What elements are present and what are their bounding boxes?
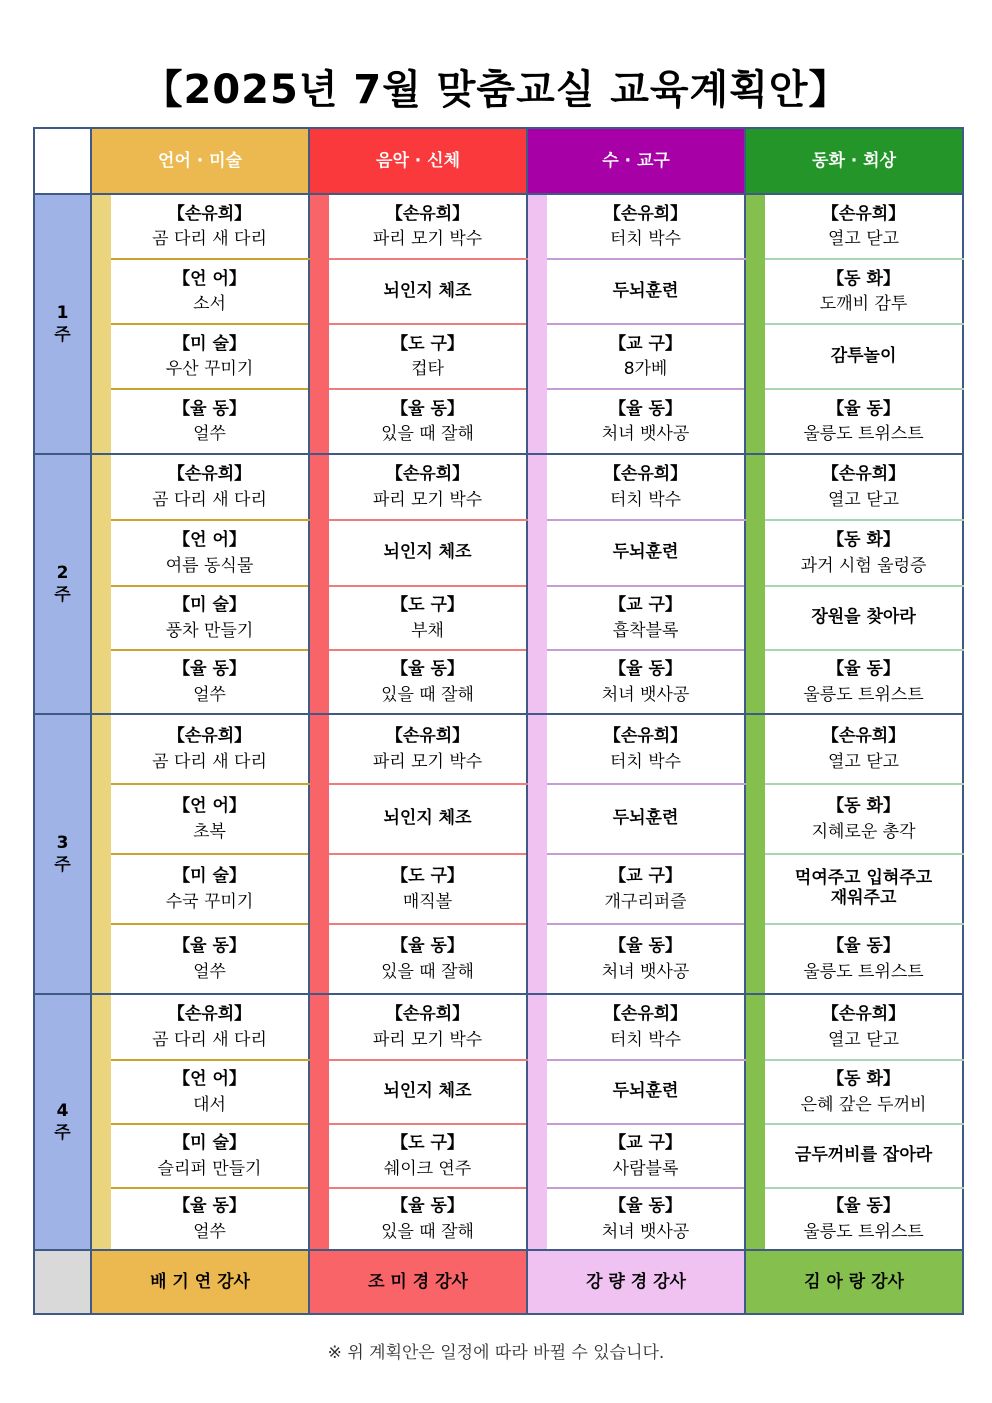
activity-cell-language-art <box>111 784 309 854</box>
activity-category: 【교 구】 <box>609 866 682 887</box>
activity-category: 【율 동】 <box>609 936 682 957</box>
activity-cell-math-tools <box>547 194 745 259</box>
activity-cell-music-body <box>329 714 527 784</box>
activity-category: 【미 술】 <box>173 595 246 616</box>
color-strip <box>745 194 765 454</box>
activity-category: 【동 화】 <box>827 1069 900 1090</box>
activity-category: 【교 구】 <box>609 595 682 616</box>
week-label: 1 주 <box>34 194 91 454</box>
footer-corner <box>34 1250 91 1314</box>
activity-name: 뇌인지 체조 <box>383 808 472 829</box>
plan-row <box>34 520 963 586</box>
activity-name: 두뇌훈련 <box>612 280 679 301</box>
activity-category: 【손유희】 <box>167 1004 252 1025</box>
plan-row <box>34 324 963 389</box>
activity-name: 파리 모기 박수 <box>372 1029 483 1050</box>
activity-cell-language-art <box>111 994 309 1060</box>
activity-name: 있을 때 잘해 <box>381 1221 474 1242</box>
activity-name: 열고 닫고 <box>827 489 900 510</box>
activity-name: 두뇌훈련 <box>612 808 679 829</box>
color-strip <box>309 714 329 994</box>
color-strip <box>527 454 547 714</box>
activity-category: 【미 술】 <box>173 1133 246 1154</box>
activity-category: 【손유희】 <box>603 726 688 747</box>
activity-name: 장원을 찾아라 <box>811 607 916 628</box>
activity-name: 풍차 만들기 <box>165 620 254 641</box>
activity-name: 곰 다리 새 다리 <box>152 229 267 249</box>
plan-row <box>34 854 963 924</box>
page-title: 【2025년 7월 맞춤교실 교육계획안】 <box>142 67 850 113</box>
activity-name: 8가베 <box>623 359 668 379</box>
activity-category: 【손유희】 <box>603 1004 688 1025</box>
activity-name: 뇌인지 체조 <box>383 1081 472 1102</box>
activity-name: 도깨비 감투 <box>819 294 908 314</box>
activity-cell-math-tools <box>547 924 745 994</box>
activity-name: 부채 <box>411 620 444 641</box>
activity-name: 터치 박수 <box>609 1029 682 1050</box>
education-plan-table <box>33 127 964 1315</box>
activity-category: 【율 동】 <box>391 659 464 680</box>
activity-category: 【손유희】 <box>603 464 688 485</box>
activity-cell-story-memory <box>765 259 963 324</box>
activity-cell-math-tools <box>547 520 745 586</box>
activity-name: 뇌인지 체조 <box>383 542 472 563</box>
activity-name: 우산 꾸미기 <box>165 359 254 379</box>
plan-row <box>34 194 963 259</box>
activity-category: 【율 동】 <box>173 659 246 680</box>
activity-name: 있을 때 잘해 <box>381 424 474 444</box>
header-corner <box>34 128 91 194</box>
activity-category: 【미 술】 <box>173 866 246 887</box>
activity-category: 【율 동】 <box>609 659 682 680</box>
color-strip <box>309 454 329 714</box>
activity-cell-language-art <box>111 586 309 650</box>
activity-category: 【율 동】 <box>827 659 900 680</box>
color-strip <box>91 194 111 454</box>
activity-cell-music-body <box>329 784 527 854</box>
activity-category: 【교 구】 <box>609 1133 682 1154</box>
activity-name: 있을 때 잘해 <box>381 961 474 982</box>
activity-cell-math-tools <box>547 1124 745 1188</box>
activity-cell-math-tools <box>547 259 745 324</box>
plan-row <box>34 389 963 454</box>
column-header-math-tools: 수 · 교구 <box>527 128 745 194</box>
color-strip <box>91 994 111 1250</box>
plan-row <box>34 454 963 520</box>
activity-name: 금두꺼비를 잡아라 <box>794 1145 933 1166</box>
activity-category: 【손유희】 <box>821 464 906 485</box>
activity-name: 슬리퍼 만들기 <box>157 1158 262 1179</box>
activity-name: 곰 다리 새 다리 <box>152 489 267 510</box>
activity-cell-story-memory <box>765 854 963 924</box>
week-label: 3 주 <box>34 714 91 994</box>
activity-name: 쉐이크 연주 <box>383 1158 472 1179</box>
activity-cell-language-art <box>111 650 309 714</box>
activity-name: 열고 닫고 <box>827 1029 900 1050</box>
activity-cell-music-body <box>329 1060 527 1124</box>
activity-category: 【손유희】 <box>385 203 470 224</box>
instructor-name: 강 량 경 강사 <box>527 1250 745 1314</box>
activity-name: 매직볼 <box>402 891 453 912</box>
color-strip <box>745 714 765 994</box>
activity-cell-math-tools <box>547 714 745 784</box>
activity-cell-language-art <box>111 854 309 924</box>
activity-cell-language-art <box>111 1188 309 1250</box>
activity-name: 있을 때 잘해 <box>381 684 474 705</box>
activity-cell-math-tools <box>547 1188 745 1250</box>
activity-cell-language-art <box>111 389 309 454</box>
activity-category: 【율 동】 <box>173 398 246 419</box>
activity-name: 처녀 뱃사공 <box>601 961 690 982</box>
activity-name: 파리 모기 박수 <box>372 229 483 249</box>
week-label: 4 주 <box>34 994 91 1250</box>
activity-name: 열고 닫고 <box>827 229 900 249</box>
plan-row <box>34 714 963 784</box>
activity-name: 울릉도 트위스트 <box>803 1221 924 1242</box>
activity-category: 【손유희】 <box>821 1004 906 1025</box>
activity-category: 【율 동】 <box>391 936 464 957</box>
activity-category: 【동 화】 <box>827 796 900 817</box>
activity-name: 사람블록 <box>612 1158 679 1179</box>
activity-cell-story-memory <box>765 1124 963 1188</box>
activity-category: 【도 구】 <box>391 866 464 887</box>
activity-cell-math-tools <box>547 994 745 1060</box>
activity-category: 【언 어】 <box>173 1069 246 1090</box>
activity-cell-math-tools <box>547 1060 745 1124</box>
activity-category: 【손유희】 <box>167 464 252 485</box>
color-strip <box>91 454 111 714</box>
activity-category: 【율 동】 <box>827 1196 900 1217</box>
activity-cell-story-memory <box>765 389 963 454</box>
plan-row <box>34 1124 963 1188</box>
plan-row <box>34 924 963 994</box>
activity-name: 터치 박수 <box>609 229 682 249</box>
activity-cell-story-memory <box>765 454 963 520</box>
footnote: ※ 위 계획안은 일정에 따라 바뀔 수 있습니다. <box>327 1343 665 1363</box>
color-strip <box>309 994 329 1250</box>
activity-category: 【손유희】 <box>167 726 252 747</box>
activity-cell-music-body <box>329 650 527 714</box>
activity-name: 개구리퍼즐 <box>604 891 687 912</box>
color-strip <box>527 994 547 1250</box>
plan-row <box>34 994 963 1060</box>
color-strip <box>527 194 547 454</box>
color-strip <box>745 454 765 714</box>
activity-cell-language-art <box>111 324 309 389</box>
activity-category: 【도 구】 <box>391 595 464 616</box>
plan-row <box>34 1188 963 1250</box>
activity-name: 울릉도 트위스트 <box>803 424 924 444</box>
activity-category: 【도 구】 <box>391 1133 464 1154</box>
activity-category: 【도 구】 <box>391 333 464 354</box>
instructor-name: 배 기 연 강사 <box>91 1250 309 1314</box>
color-strip <box>91 714 111 994</box>
activity-category: 【율 동】 <box>827 398 900 419</box>
color-strip <box>527 714 547 994</box>
activity-cell-language-art <box>111 259 309 324</box>
activity-category: 【교 구】 <box>609 333 682 354</box>
color-strip <box>309 194 329 454</box>
activity-name: 두뇌훈련 <box>612 1081 679 1102</box>
activity-cell-story-memory <box>765 784 963 854</box>
activity-category: 【손유희】 <box>603 203 688 224</box>
activity-cell-music-body <box>329 1124 527 1188</box>
plan-row <box>34 1060 963 1124</box>
activity-cell-language-art <box>111 1060 309 1124</box>
column-header-story-memory: 동화 · 회상 <box>745 128 963 194</box>
activity-name: 흡착블록 <box>612 620 679 641</box>
activity-category: 【언 어】 <box>173 530 246 551</box>
instructor-name: 김 아 랑 강사 <box>745 1250 963 1314</box>
activity-cell-story-memory <box>765 324 963 389</box>
activity-cell-math-tools <box>547 454 745 520</box>
activity-name: 뇌인지 체조 <box>383 280 472 301</box>
activity-category: 【언 어】 <box>173 268 246 289</box>
activity-cell-story-memory <box>765 1188 963 1250</box>
activity-category: 【손유희】 <box>385 726 470 747</box>
activity-cell-music-body <box>329 994 527 1060</box>
activity-name: 울릉도 트위스트 <box>803 684 924 705</box>
instructor-name: 조 미 경 강사 <box>309 1250 527 1314</box>
activity-cell-math-tools <box>547 784 745 854</box>
activity-name: 터치 박수 <box>609 751 682 772</box>
activity-name: 터치 박수 <box>609 489 682 510</box>
activity-cell-language-art <box>111 714 309 784</box>
activity-cell-music-body <box>329 259 527 324</box>
activity-cell-music-body <box>329 454 527 520</box>
plan-row <box>34 784 963 854</box>
activity-category: 【율 동】 <box>391 398 464 419</box>
activity-cell-music-body <box>329 520 527 586</box>
activity-cell-story-memory <box>765 520 963 586</box>
activity-cell-story-memory <box>765 650 963 714</box>
activity-name: 수국 꾸미기 <box>165 891 254 912</box>
activity-name: 은혜 갚은 두꺼비 <box>800 1094 927 1115</box>
activity-name: 얼쑤 <box>193 424 226 444</box>
activity-category: 【손유희】 <box>385 464 470 485</box>
activity-cell-math-tools <box>547 854 745 924</box>
activity-cell-story-memory <box>765 714 963 784</box>
column-header-language-art: 언어 · 미술 <box>91 128 309 194</box>
activity-name: 파리 모기 박수 <box>372 489 483 510</box>
column-header-music-body: 음악 · 신체 <box>309 128 527 194</box>
activity-cell-language-art <box>111 520 309 586</box>
activity-cell-language-art <box>111 924 309 994</box>
activity-name: 초복 <box>193 821 226 842</box>
activity-category: 【율 동】 <box>391 1196 464 1217</box>
activity-category: 【언 어】 <box>173 796 246 817</box>
activity-cell-music-body <box>329 854 527 924</box>
activity-cell-math-tools <box>547 324 745 389</box>
activity-category: 【율 동】 <box>827 936 900 957</box>
activity-name: 얼쑤 <box>193 1221 226 1242</box>
activity-category: 【손유희】 <box>167 203 252 224</box>
plan-row <box>34 259 963 324</box>
activity-cell-language-art <box>111 454 309 520</box>
plan-row <box>34 586 963 650</box>
activity-name: 두뇌훈련 <box>612 542 679 563</box>
activity-name: 곰 다리 새 다리 <box>152 1029 267 1050</box>
activity-name: 먹여주고 입혀주고 재워주고 <box>794 868 933 908</box>
activity-name: 감투놀이 <box>830 345 897 366</box>
activity-category: 【손유희】 <box>821 203 906 224</box>
activity-name: 얼쑤 <box>193 684 226 705</box>
activity-category: 【율 동】 <box>173 936 246 957</box>
activity-name: 열고 닫고 <box>827 751 900 772</box>
activity-name: 얼쑤 <box>193 961 226 982</box>
activity-name: 처녀 뱃사공 <box>601 684 690 705</box>
activity-cell-story-memory <box>765 1060 963 1124</box>
activity-category: 【손유희】 <box>821 726 906 747</box>
activity-cell-story-memory <box>765 586 963 650</box>
activity-category: 【손유희】 <box>385 1004 470 1025</box>
activity-name: 처녀 뱃사공 <box>601 424 690 444</box>
activity-cell-story-memory <box>765 994 963 1060</box>
activity-name: 곰 다리 새 다리 <box>152 751 267 772</box>
activity-name: 여름 동식물 <box>165 555 254 576</box>
plan-row <box>34 650 963 714</box>
activity-name: 파리 모기 박수 <box>372 751 483 772</box>
activity-cell-math-tools <box>547 650 745 714</box>
activity-cell-music-body <box>329 586 527 650</box>
activity-cell-math-tools <box>547 389 745 454</box>
activity-name: 과거 시험 울렁증 <box>800 555 927 576</box>
activity-cell-music-body <box>329 324 527 389</box>
activity-name: 처녀 뱃사공 <box>601 1221 690 1242</box>
activity-name: 컵타 <box>411 359 444 379</box>
activity-category: 【율 동】 <box>609 1196 682 1217</box>
activity-name: 울릉도 트위스트 <box>803 961 924 982</box>
color-strip <box>745 994 765 1250</box>
activity-cell-music-body <box>329 924 527 994</box>
activity-name: 지혜로운 총각 <box>811 821 916 842</box>
activity-cell-math-tools <box>547 586 745 650</box>
activity-cell-language-art <box>111 1124 309 1188</box>
activity-category: 【동 화】 <box>827 530 900 551</box>
activity-name: 소서 <box>193 294 226 314</box>
activity-cell-story-memory <box>765 194 963 259</box>
activity-cell-story-memory <box>765 924 963 994</box>
activity-category: 【율 동】 <box>173 1196 246 1217</box>
activity-category: 【미 술】 <box>173 333 246 354</box>
week-label: 2 주 <box>34 454 91 714</box>
activity-cell-music-body <box>329 194 527 259</box>
activity-name: 대서 <box>193 1094 226 1115</box>
activity-category: 【율 동】 <box>609 398 682 419</box>
activity-cell-music-body <box>329 1188 527 1250</box>
activity-cell-language-art <box>111 194 309 259</box>
activity-cell-music-body <box>329 389 527 454</box>
activity-category: 【동 화】 <box>827 268 900 289</box>
